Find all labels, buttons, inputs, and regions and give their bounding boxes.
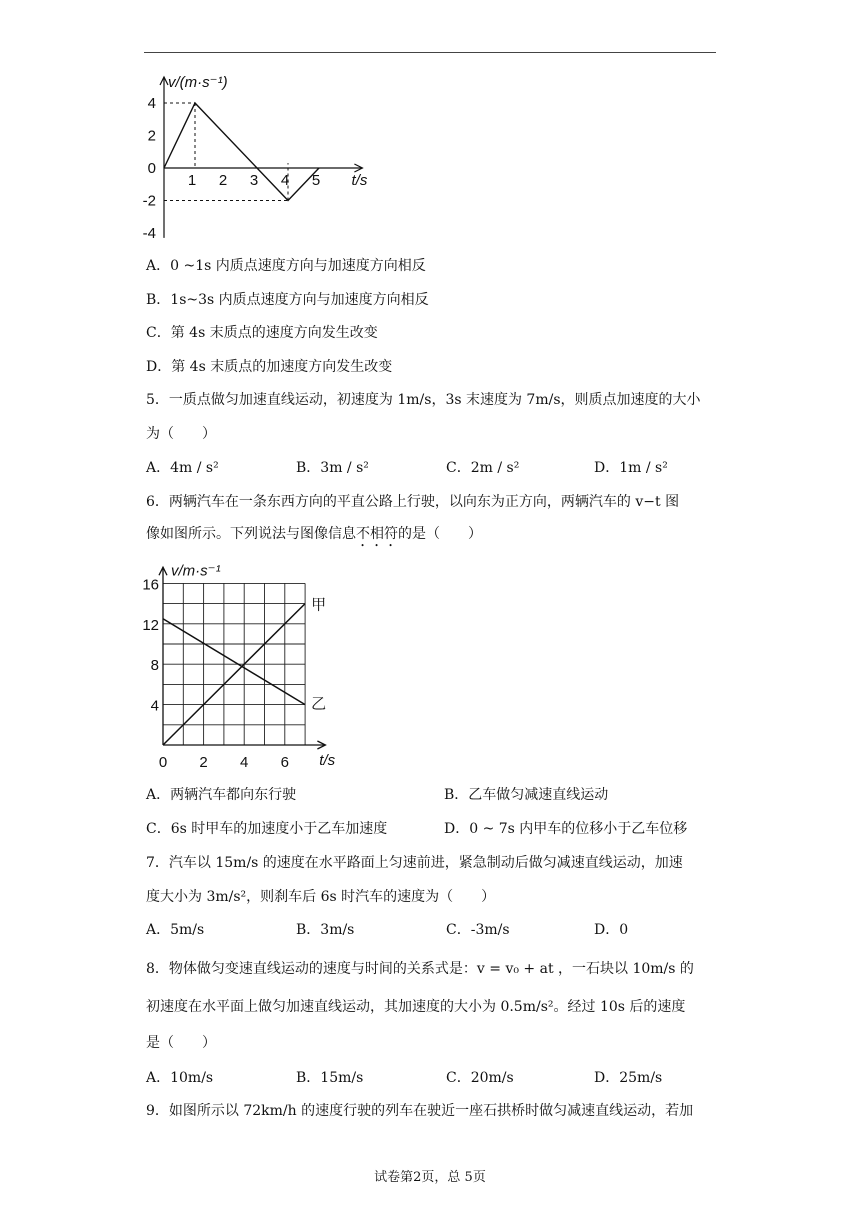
y-tick-label: -2 [142, 192, 156, 210]
y-tick-label: 4 [150, 697, 159, 715]
q9-stem-line1: 9．如图所示以 72km/h 的速度行驶的列车在驶近一座石拱桥时做匀减速直线运动，若加 [146, 1103, 694, 1119]
x-tick-label: 1 [187, 172, 197, 189]
x-tick-label: 4 [280, 172, 290, 189]
q7-option-b: B．3m/s [296, 922, 355, 938]
q4-option-d: D．第 4s 末质点的加速度方向发生改变 [146, 359, 393, 375]
velocity-time-graph-2 [140, 555, 380, 770]
q7-stem-line2: 度大小为 3m/s²，则刹车后 6s 时汽车的速度为（ ） [146, 889, 496, 905]
y-tick-label: 0 [147, 160, 156, 177]
x-tick-label: 6 [280, 754, 289, 771]
q8-stem-line2: 初速度在水平面上做匀加速直线运动，其加速度的大小为 0.5m/s²。经过 10s 后的速度 [146, 999, 686, 1015]
q6-option-a: A．两辆汽车都向东行驶 [146, 787, 297, 803]
y-tick-label: 8 [150, 657, 159, 675]
q7-option-a: A．5m/s [146, 922, 205, 938]
q4-option-c: C．第 4s 末质点的速度方向发生改变 [146, 325, 378, 341]
series-line [163, 619, 305, 705]
q6-option-b: B．乙车做匀减速直线运动 [444, 787, 609, 803]
q5-option-b: B．3m / s² [296, 460, 369, 476]
q6-option-c: C．6s 时甲车的加速度小于乙车加速度 [146, 821, 388, 837]
y-tick-label: 16 [142, 576, 159, 594]
q5-stem-line2: 为（ ） [146, 426, 216, 442]
x-tick-label: 0 [158, 754, 168, 771]
q8-stem-line1: 8．物体做匀变速直线运动的速度与时间的关系式是：v = v₀ + at ，一石块以 10m/s 的 [146, 961, 694, 977]
x-tick-label: 2 [218, 172, 228, 189]
q4-option-b: B．1s~3s 内质点速度方向与加速度方向相反 [146, 292, 429, 308]
y-tick-label: -4 [142, 225, 156, 242]
q5-option-c: C．2m / s² [446, 460, 520, 476]
y-tick-label: 12 [142, 616, 159, 634]
x-axis-label: t/s [351, 172, 368, 189]
q5-option-d: D．1m / s² [594, 460, 668, 476]
y-axis-label: v/m·s⁻¹ [171, 562, 221, 580]
q5-option-a: A．4m / s² [146, 460, 219, 476]
q6-stem-line2 [146, 523, 482, 550]
x-axis-label: t/s [319, 752, 336, 769]
q7-stem-line1: 7．汽车以 15m/s 的速度在水平路面上匀速前进，紧急制动后做匀减速直线运动，加速 [146, 855, 683, 871]
x-tick-label: 2 [199, 754, 208, 771]
q8-stem-line3: 是（ ） [146, 1035, 216, 1051]
series-label: 甲 [311, 596, 327, 614]
y-tick-label: 4 [147, 95, 156, 112]
q6-stem-before: 像如图所示。下列说法与图像信息 [146, 526, 356, 542]
series-line [163, 604, 305, 745]
q7-option-d: D．0 [594, 922, 629, 938]
series-label: 乙 [311, 695, 327, 713]
q5-stem-line1: 5．一质点做匀加速直线运动，初速度为 1m/s，3s 末速度为 7m/s，则质点加速度的大小 [146, 392, 701, 408]
q8-option-d: D．25m/s [594, 1070, 663, 1086]
header-rule [144, 52, 716, 53]
y-axis-label: v/(m·s⁻¹) [168, 74, 228, 91]
x-tick-label: 4 [240, 754, 249, 771]
x-tick-label: 3 [249, 172, 259, 189]
velocity-time-graph-1 [140, 68, 380, 243]
q6-stem-emphasis: 不相符 [356, 526, 398, 542]
q8-option-a: A．10m/s [146, 1070, 214, 1086]
q6-stem-line1: 6．两辆汽车在一条东西方向的平直公路上行驶，以向东为正方向，两辆汽车的 v−t 图 [146, 494, 680, 510]
q4-option-a: A．0 ~1s 内质点速度方向与加速度方向相反 [146, 258, 426, 274]
q8-option-b: B．15m/s [296, 1070, 364, 1086]
q6-stem-after: 的是（ ） [398, 526, 482, 542]
x-tick-label: 5 [311, 172, 321, 189]
page-footer: 试卷第2页，总 5页 [374, 1170, 486, 1185]
q8-option-c: C．20m/s [446, 1070, 514, 1086]
q7-option-c: C．-3m/s [446, 922, 510, 938]
q6-option-d: D．0 ~ 7s 内甲车的位移小于乙车位移 [444, 821, 688, 837]
y-tick-label: 2 [147, 127, 156, 145]
